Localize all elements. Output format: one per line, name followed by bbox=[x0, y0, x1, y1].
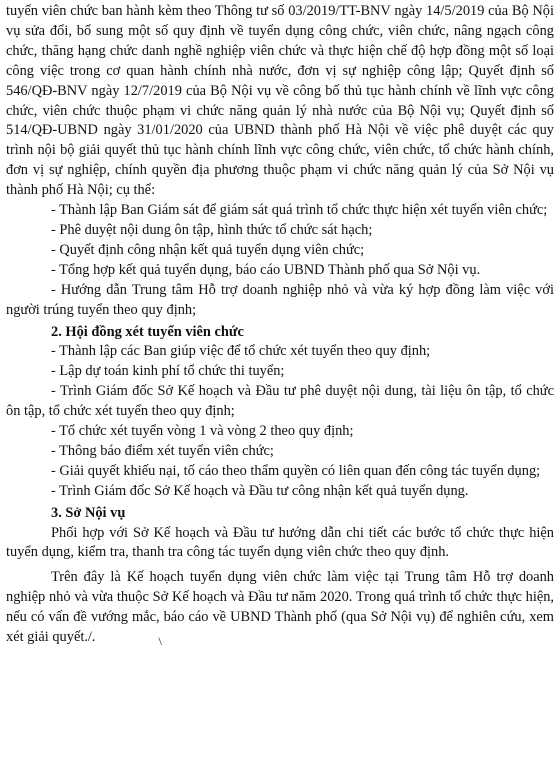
list-item-report-results: - Tổng hợp kết quả tuyển dụng, báo cáo UBND Thành phố qua Sở Nội vụ. bbox=[51, 261, 481, 278]
list-item-resolve-complaints: - Giải quyết khiếu nại, tố cáo theo thẩm quyền có liên quan đến công tác tuyển dụng; bbox=[51, 462, 541, 479]
list-item-submit-review-materials: - Trình Giám đốc Sở Kế hoạch và Đầu tư phê duyệt nội dung, tài liệu ôn tập, tổ chức ôn tập, tổ chức xét tuyển theo quy định; bbox=[6, 383, 554, 420]
section-3-paragraph: Phối hợp với Sở Kế hoạch và Đầu tư hướng dẫn chi tiết các bước tổ chức thực hiện tuyển dụng, kiểm tra, thanh tra công tác tuyển dụng viên chức theo quy định. bbox=[6, 524, 554, 561]
list-item-approve-review-content: - Phê duyệt nội dung ôn tập, hình thức tổ chức sát hạch; bbox=[51, 221, 373, 238]
list-item-organize-rounds: - Tổ chức xét tuyển vòng 1 và vòng 2 theo quy định; bbox=[51, 423, 354, 440]
list-item-submit-recognition: - Trình Giám đốc Sở Kế hoạch và Đầu tư công nhận kết quả tuyển dụng. bbox=[51, 482, 469, 499]
intro-paragraph: tuyển viên chức ban hành kèm theo Thông tư số 03/2019/TT-BNV ngày 14/5/2019 của Bộ Nội vụ sửa đổi, bổ sung một số quy định về tuyển dụng công chức, viên chức, nâng ngạch công chức, thăng hạng chức danh nghề nghiệp viên chức và thực hiện chế độ hợp đồng một số loại công việc trong cơ quan hành chính nhà nước, đơn vị sự nghiệp công lập; Quyết định số 546/QĐ-BNV ngày 12/7/2019 của Bộ Nội vụ về công bố thủ tục hành chính về lĩnh vực công chức, viên chức thuộc phạm vi chức năng quản lý nhà nước của Bộ Nội vụ; Quyết định số 514/QĐ-UBND ngày 31/01/2020 của UBND thành phố Hà Nội về việc phê duyệt các quy trình nội bộ giải quyết thủ tục hành chính lĩnh vực công chức, viên chức, tổ chức hành chính, đơn vị sự nghiệp, chính quyền địa phương thuộc phạm vi chức năng quản lý của Sở Nội vụ thành phố Hà Nội; cụ thể: bbox=[6, 3, 554, 199]
list-item-guide-contract-signing: - Hướng dẫn Trung tâm Hỗ trợ doanh nghiệp nhỏ và vừa ký hợp đồng làm việc với người trúng tuyển theo quy định; bbox=[6, 281, 554, 318]
signature-stroke-mark: \ bbox=[158, 634, 162, 649]
conclusion-text: Trên đây là Kế hoạch tuyển dụng viên chức làm việc tại Trung tâm Hỗ trợ doanh nghiệp nhỏ và vừa thuộc Sở Kế hoạch và Đầu tư năm 2020. Trong quá trình tổ chức thực hiện, nếu có vấn đề vướng mắc, báo cáo về UBND Thành phố (qua Sở Nội vụ) để nghiên cứu, xem xét giải quyết./. bbox=[6, 569, 554, 646]
list-item-establish-support-boards: - Thành lập các Ban giúp việc để tổ chức xét tuyển theo quy định; bbox=[51, 343, 431, 360]
conclusion-paragraph bbox=[6, 568, 554, 652]
list-item-recognize-results: - Quyết định công nhận kết quả tuyển dụng viên chức; bbox=[51, 241, 365, 258]
list-item-announce-scores: - Thông báo điểm xét tuyển viên chức; bbox=[51, 442, 274, 459]
section-3-heading: 3. Sở Nội vụ bbox=[51, 504, 126, 521]
section-2-heading: 2. Hội đồng xét tuyển viên chức bbox=[51, 323, 244, 340]
list-item-budget-estimate: - Lập dự toán kinh phí tổ chức thi tuyển; bbox=[51, 363, 285, 380]
list-item-establish-supervision-board: - Thành lập Ban Giám sát để giám sát quá trình tổ chức thực hiện xét tuyển viên chức; bbox=[51, 202, 548, 219]
